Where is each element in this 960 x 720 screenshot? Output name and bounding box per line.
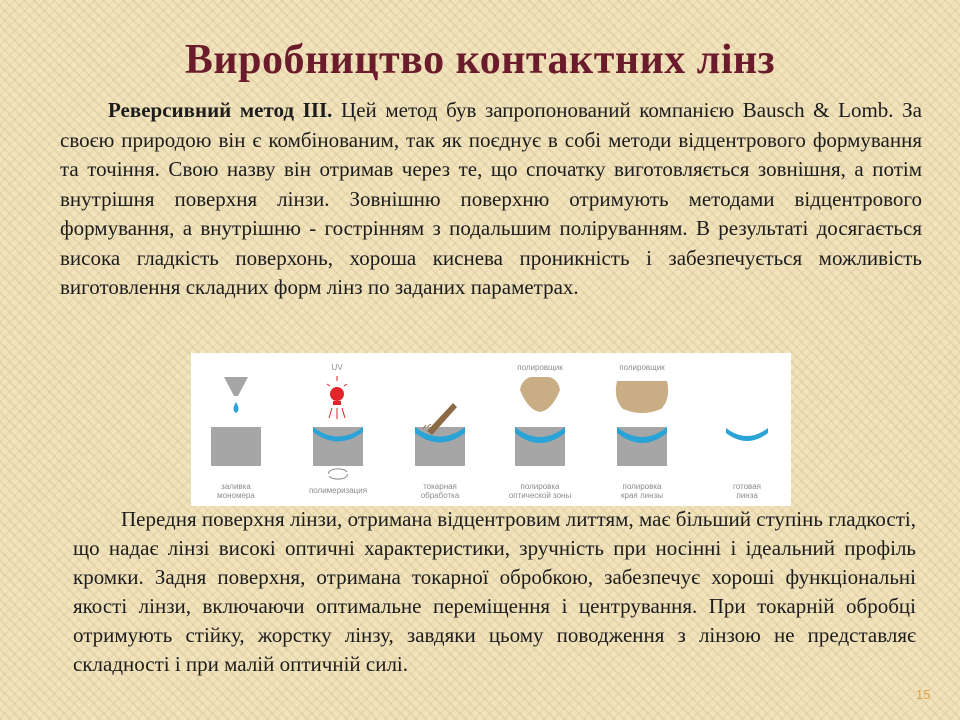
paragraph-reverse-method <box>60 96 922 303</box>
monomer-drop-icon <box>234 402 239 413</box>
step-monomer-filling <box>211 377 261 500</box>
process-diagram <box>191 353 791 506</box>
step-label-line2: оптической зоны <box>508 491 572 500</box>
polisher-label: полировщик <box>517 363 563 372</box>
slide-title: Виробництво контактних лінз <box>184 37 776 83</box>
step-label-line1: полимеризация <box>308 486 368 495</box>
step-edge-polishing <box>616 363 668 500</box>
spin-arrows-icon <box>329 469 348 479</box>
step-label-line1: токарная <box>423 482 457 491</box>
uv-lamp-icon <box>327 376 347 419</box>
polisher-icon <box>520 377 560 412</box>
step-optical-zone-polishing <box>509 363 572 500</box>
paragraph-lead: Реверсивний метод ІІІ. <box>108 98 333 122</box>
polisher-icon <box>616 381 668 413</box>
polisher-label: полировщик <box>619 363 665 372</box>
step-label-line1: готовая <box>733 482 761 491</box>
dispenser-nozzle-icon <box>224 377 248 396</box>
step-label-line1: заливка <box>221 482 251 491</box>
step-label-line1: полировка <box>622 482 662 491</box>
step-label-line2: края линзы <box>621 491 663 500</box>
step-finished-lens <box>726 428 768 500</box>
step-lathe-turning <box>415 403 465 500</box>
step-polymerization <box>309 363 367 495</box>
step-label-line2: линза <box>736 491 758 500</box>
step-label-line2: мономера <box>217 491 255 500</box>
step-label-line2: обработка <box>420 491 460 500</box>
finished-lens-icon <box>726 428 768 441</box>
paragraph-body: Передня поверхня лінзи, отримана відцентровим литтям, має більший ступінь гладкості, що надає лінзі високі оптичні характеристики, зручність при носінні і ідеальний профіль кромки. Задня поверхня, отримана токарної обробкою, забезпечує хороші функціональні якості лінзи, включаючи оптимальне переміщення і центрування. При токарній обробці отримують стійку, жорстку лінзу, завдяки цьому поводження з лінзою не представляє складності і при малій оптичній силі. <box>73 507 916 676</box>
paragraph-body: Цей метод був запропонований компанією Bausch & Lomb. За своєю природою він є комбінованим, так як поєднує в собі методи відцентрового формування та точіння. Свою назву він отримав через те, що спочатку виготовляється зовнішня, а потім внутрішня поверхня лінзи. Зовнішню поверхню отримують методами відцентрового формування, а внутрішню - гострінням з подальшим поліруванням. В результаті досягається висока гладкість поверхонь, хороша киснева проникність і забезпечується можливість виготовлення складних форм лінз по заданих параметрах. <box>60 98 922 299</box>
slide-number: 15 <box>916 687 931 702</box>
paragraph-surfaces <box>73 505 916 679</box>
uv-label: UV <box>331 363 343 372</box>
mold-block <box>211 427 261 466</box>
step-label-line1: полировка <box>520 482 560 491</box>
